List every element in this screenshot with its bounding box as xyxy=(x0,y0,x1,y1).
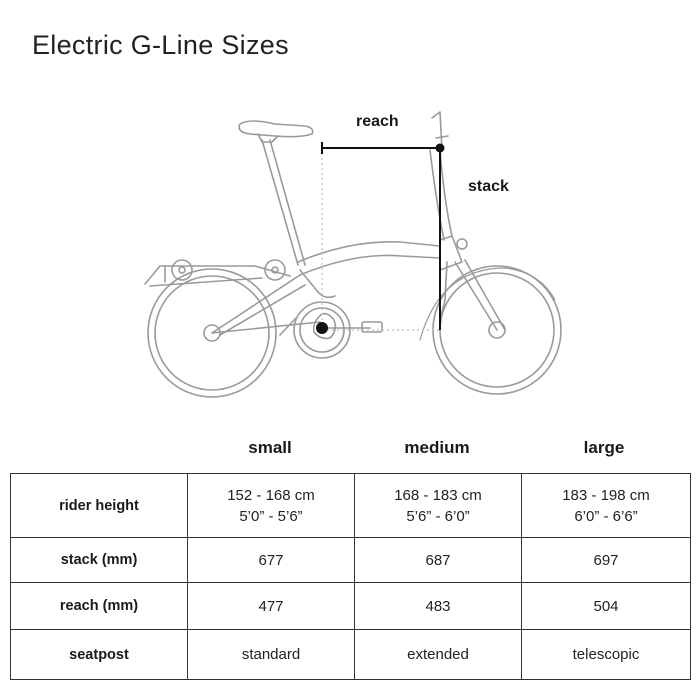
page-title: Electric G-Line Sizes xyxy=(32,30,289,60)
bike-illustration xyxy=(0,95,700,415)
chainring xyxy=(280,302,350,358)
rear-rack xyxy=(145,260,290,286)
bike-geometry-diagram xyxy=(0,95,700,415)
cell-line: 168 - 183 cm xyxy=(394,486,482,504)
row-label: reach (mm) xyxy=(11,583,188,630)
table-cell xyxy=(355,474,522,538)
table-cell: extended xyxy=(355,630,522,680)
handlebar-reference-point xyxy=(436,144,445,153)
size-headers xyxy=(0,438,700,464)
table-row-seatpost xyxy=(11,630,691,680)
table-cell: 483 xyxy=(355,583,522,630)
cell-line: 183 - 198 cm xyxy=(562,486,650,504)
cell-line: 5’6” - 6’0” xyxy=(406,507,470,525)
table-cell xyxy=(188,474,355,538)
table-cell: telescopic xyxy=(522,630,691,680)
row-label: rider height xyxy=(11,474,188,538)
row-label: seatpost xyxy=(11,630,188,680)
seatpost-and-saddle xyxy=(239,121,313,265)
cell-line: 152 - 168 cm xyxy=(227,486,315,504)
size-header-large: large xyxy=(583,438,625,457)
main-frame xyxy=(212,236,467,335)
size-header-medium: medium xyxy=(404,438,470,457)
reach-label: reach xyxy=(356,113,399,130)
size-table xyxy=(10,473,691,680)
table-row-stack xyxy=(11,538,691,583)
bottom-bracket-point xyxy=(316,322,328,334)
table-row-rider-height xyxy=(11,474,691,538)
row-label: stack (mm) xyxy=(11,538,188,583)
table-cell: 687 xyxy=(355,538,522,583)
table-cell: 477 xyxy=(188,583,355,630)
table-cell: 697 xyxy=(522,538,691,583)
cell-line: 5’0” - 5’6” xyxy=(239,507,303,525)
table-cell: 677 xyxy=(188,538,355,583)
stack-label: stack xyxy=(468,178,509,195)
table-cell: standard xyxy=(188,630,355,680)
table-cell: 504 xyxy=(522,583,691,630)
cell-line: 6’0” - 6’6” xyxy=(574,507,638,525)
table-row-reach xyxy=(11,583,691,630)
table-cell xyxy=(522,474,691,538)
size-header-small: small xyxy=(248,438,292,457)
